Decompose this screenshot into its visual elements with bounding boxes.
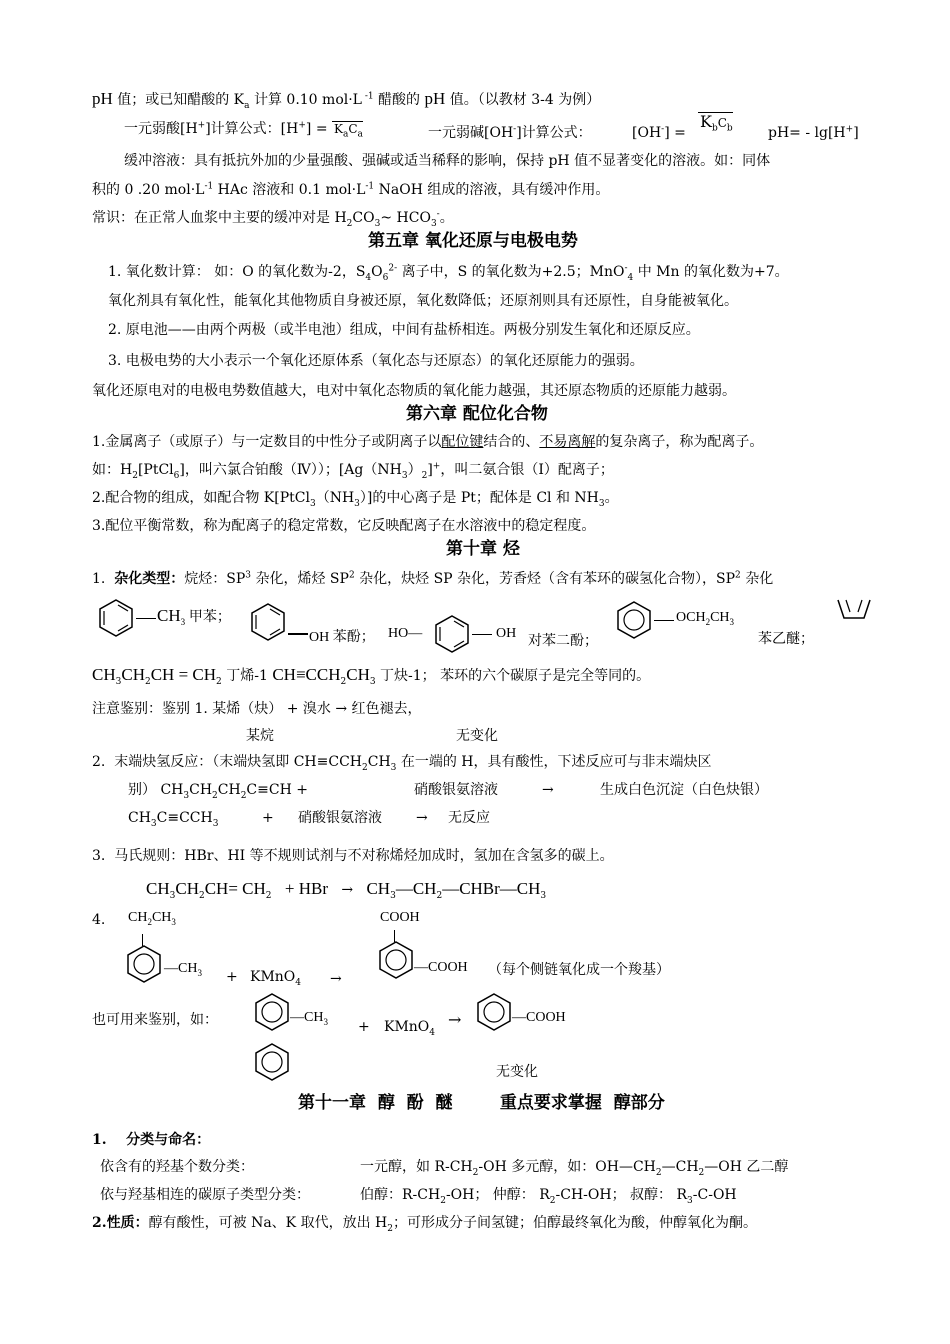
terminal-alkyne-2-reagent: 硝酸银氨溶液 (414, 782, 498, 798)
benzene-kekule-icon (834, 596, 874, 636)
phenetole-name: 苯乙醚； (758, 632, 814, 647)
ch5-p3: 2. 原电池——由两个两极（或半电池）组成，中间有盐桥相连。两极分别发生氧化和还原反应。 (108, 322, 700, 338)
ch11-class-2-label: 依与羟基相连的碳原子类型分类： (100, 1187, 310, 1203)
no-change: 无变化 (496, 1064, 538, 1080)
toluene-ident-ring-icon (252, 992, 292, 1032)
terminal-alkyne-1: 2. 末端炔氢反应：（末端炔氢即 $CH\equiv CCH_2CH_3$ 在一端的 H，具有酸性，下述反应可与非末端炔区 (92, 754, 712, 773)
phenol-bond (288, 633, 308, 635)
ch11-class-1-value: 一元醇，如 $R-CH_2-OH$ 多元醇，如：$OH—CH_2—CH_2—OH$ 乙二醇 (360, 1159, 789, 1178)
terminal-alkyne-3-arrow: → (416, 810, 428, 826)
hydroquinone-name: 对苯二酚； (528, 634, 598, 649)
chapter-5-title: 第五章 氧化还原与电极电势 (368, 231, 578, 251)
product-cooh-top: COOH (380, 910, 420, 925)
hydroquinone-left: HO— (388, 626, 423, 641)
terminal-alkyne-3: $CH_3C\equiv CCH_3$ (128, 810, 219, 829)
terminal-alkyne-2-result: 生成白色沉淀（白色炔银） (600, 782, 768, 798)
toluene-label: $CH_3$ 甲苯； (157, 606, 231, 627)
ident-line-2a: 某烷 (246, 728, 274, 744)
ident-plus: + (358, 1019, 370, 1035)
oxidation-plus: + (226, 969, 238, 985)
ident-kmno4: KMnO$_4$ (384, 1019, 436, 1038)
sqrt-symbol: $K_aC_a$ (334, 122, 363, 140)
phenol-ring-icon (248, 602, 288, 642)
terminal-alkyne-3-plus: + (262, 810, 274, 826)
markovnikov-rule: 3. 马氏规则：HBr、HI 等不规则试剂与不对称烯烃加成时，氢加在含氢多的碳上。 (92, 848, 614, 864)
ch6-p4: 3.配位平衡常数，称为配离子的稳定常数，它反映配离子在水溶液中的稳定程度。 (92, 518, 596, 534)
terminal-alkyne-3-reagent: 硝酸银氨溶液 (298, 810, 382, 826)
ident-line-2b: 无变化 (456, 728, 498, 744)
hydroquinone-right: OH (496, 626, 517, 641)
hydroquinone-ring-icon (432, 614, 472, 654)
toluene-ring-icon (96, 598, 136, 638)
ch6-p3: 2.配合物的组成，如配合物 $K[PtCl_3(NH_3)]$的中心离子是 Pt；配体是 Cl 和 $NH_3$。 (92, 490, 619, 509)
terminal-alkyne-2-arrow: → (542, 782, 554, 798)
chapter-6-title: 第六章 配位化合物 (406, 404, 548, 424)
phenetole-group: $OCH_2CH_3$ (676, 610, 735, 627)
benzene-ident-ring-icon (252, 1042, 292, 1082)
base-formula-eq: [OH-] = (632, 124, 686, 141)
base-sqrt: $K_bC_b$ (700, 112, 733, 134)
ch11-properties: 2.性质：醇有酸性，可被 Na、K 取代，放出 $H_2$；可形成分子间氢键；伯醇最终氧化为酸，仲醇氧化为酮。 (92, 1215, 757, 1234)
oxidation-kmno4: KMnO$_4$ (250, 969, 302, 988)
phenetole-ring-icon (614, 600, 654, 640)
terminal-alkyne-3-result: 无反应 (448, 810, 490, 826)
ch11-class-2-value: 伯醇：$R-CH_2-OH$； 仲醇： $R_2-CH-OH$； 叔醇： $R_3-C-OH$ (360, 1187, 737, 1206)
toluene-ident-methyl: $—CH_3$ (290, 1010, 328, 1027)
butene-butyne-line: $CH_3CH_2CH = CH_2$ 丁烯-1 $CH\equiv CCH_2CH_3$ 丁炔-1； 苯环的六个碳原子是完全等同的。 (92, 665, 651, 687)
ident-line-1: 注意鉴别：鉴别 1. 某烯（炔） + 溴水 → 红色褪去， (92, 701, 422, 717)
oxidation-note: （每个侧链氧化成一个羧基） (488, 962, 670, 978)
oxidation-arrow: → (330, 971, 342, 987)
phenetole-bond (654, 620, 674, 621)
ch6-p2: 如：$H_2[PtCl_6]$，叫六氯合铂酸（Ⅳ））；$[Ag(NH_3)_2]^+$，叫二氨合银（Ⅰ）配离子； (92, 461, 614, 481)
hydroquinone-bond (472, 634, 492, 635)
product-ring-icon (376, 940, 416, 980)
ch10-hybridization: 1. 杂化类型：烷烃：$SP^3$ 杂化，烯烃 $SP^2$ 杂化，炔烃 SP 杂化，芳香烃（含有苯环的碳氢化合物），$SP^2$ 杂化 (92, 570, 774, 587)
common-sense: 常识：在正常人血浆中主要的缓冲对是 $H_2CO_3\sim$ $HCO_3^-$。 (92, 209, 454, 229)
chapter-11-title: 第十一章 醇 酚 醚 重点要求掌握 醇部分 (298, 1093, 665, 1113)
buffer-def-2: 积的 0 .20 $mol\cdot L^{-1}$ HAc 溶液和 0.1 $mol\cdot L^{-1}$ NaOH 组成的溶液，具有缓冲作用。 (92, 181, 610, 198)
chapter-10-title: 第十章 烃 (446, 539, 520, 559)
ph-line: pH 值；或已知醋酸的 $K_a$ 计算 0.10 mol·L $^{-1}$ 醋酸的 pH 值。（以教材 3-4 为例） (92, 89, 601, 111)
ethylbenzene-ring-icon (124, 944, 164, 984)
ethylbenzene-substituent: $CH_2CH_3$ (128, 910, 176, 927)
buffer-def-1: 缓冲溶液：具有抵抗外加的少量强酸、强碱或适当稀释的影响，保持 pH 值不显著变化的溶液。如：同体 (124, 153, 771, 169)
toluene-bond (136, 618, 156, 619)
ident-arrow: → (448, 1010, 462, 1029)
ch5-p1: 1. 氧化数计算： 如：O 的氧化数为-2，$S_4O_6^{2-}$ 离子中，S 的氧化数为+2.5；MnO-$_4$ 中 Mn 的氧化数为+7。 (108, 263, 789, 283)
ch5-p4: 3. 电极电势的大小表示一个氧化还原体系（氧化态与还原态）的氧化还原能力的强弱。 (108, 353, 644, 369)
oxidation-number: 4. (92, 912, 106, 928)
ch11-classification-head: 1. 分类与命名： (92, 1132, 211, 1148)
benzoic-ring-icon (474, 992, 514, 1032)
ch6-p1: 1.金属离子（或原子）与一定数目的中性分子或阴离子以配位键结合的、不易离解的复杂离子，称为配离子。 (92, 434, 764, 450)
ch5-p2: 氧化剂具有氧化性，能氧化其他物质自身被还原，氧化数降低；还原剂则具有还原性，自身能被氧化。 (108, 293, 738, 309)
terminal-alkyne-2: 别） $CH_3CH_2CH_2C\equiv CH$ + (128, 782, 308, 801)
product-cooh-side: —COOH (414, 960, 468, 975)
acid-formula: 一元弱酸[H+]计算公式：$[H^+] = K_aC_a$ (124, 120, 363, 140)
also-identify: 也可用来鉴别，如： (92, 1012, 218, 1028)
ch11-class-1-label: 依含有的羟基个数分类： (100, 1159, 254, 1175)
ph-definition: pH= - lg[H+] (768, 124, 859, 141)
base-formula: 一元弱碱[OH-]计算公式： (428, 124, 592, 141)
ethylbenzene-methyl: $—CH_3$ (164, 961, 202, 978)
benzoic-cooh: —COOH (512, 1010, 566, 1025)
ch5-p5: 氧化还原电对的电极电势数值越大，电对中氧化态物质的氧化能力越强，其还原态物质的还原能力越弱。 (92, 383, 736, 399)
phenol-label: OH 苯酚； (309, 630, 375, 645)
markovnikov-equation: $CH_3CH_2CH= CH_2$ + HBr → $CH_3—CH_2—CHBr—CH_3$ (146, 879, 547, 901)
